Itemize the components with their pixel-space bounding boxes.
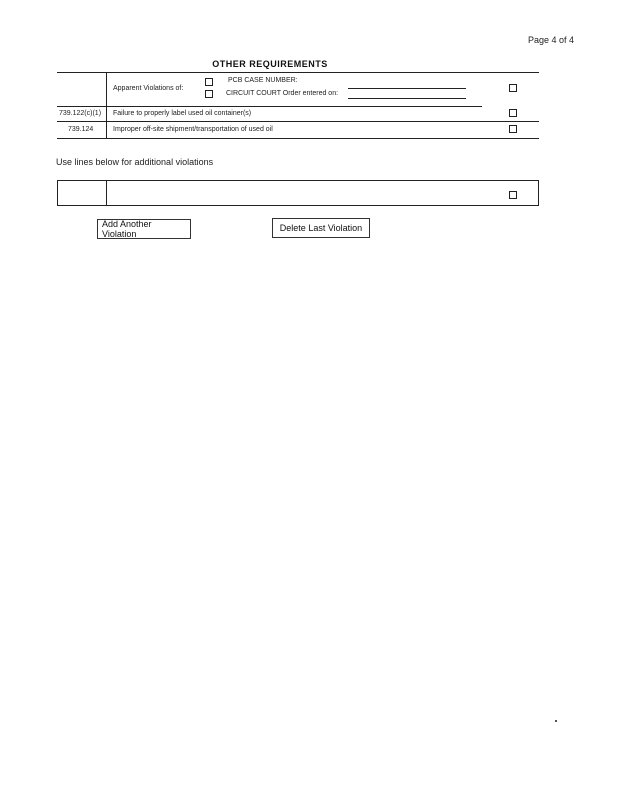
- row-rule-2: [57, 121, 539, 122]
- additional-code-field[interactable]: [59, 183, 104, 203]
- delete-violation-button[interactable]: Delete Last Violation: [272, 218, 370, 238]
- row-rule-3: [57, 138, 539, 139]
- violation-checkbox-1[interactable]: [509, 109, 517, 117]
- violation-description-1: Failure to properly label used oil container(s): [113, 110, 252, 117]
- circuit-court-checkbox[interactable]: [205, 90, 213, 98]
- add-violation-button[interactable]: Add Another Violation: [97, 219, 191, 239]
- table-divider-rows: [106, 106, 107, 139]
- circuit-court-date-field[interactable]: [348, 98, 466, 99]
- violation-code-1: 739.122(c)(1): [59, 110, 102, 117]
- violation-code-2: 739.124: [68, 126, 94, 133]
- table-top-rule: [57, 72, 539, 73]
- additional-description-field[interactable]: [110, 183, 500, 203]
- section-title-text: OTHER REQUIREMENTS: [212, 59, 328, 69]
- page-mark: [555, 720, 557, 722]
- row-rule-1: [57, 106, 482, 107]
- additional-violation-checkbox[interactable]: [509, 191, 517, 199]
- pcb-case-checkbox[interactable]: [205, 78, 213, 86]
- circuit-court-label: CIRCUIT COURT Order entered on:: [226, 90, 339, 97]
- violation-description-2: Improper off-site shipment/transportation of used oil: [113, 126, 273, 133]
- apparent-violations-label: Apparent Violations of:: [113, 85, 184, 92]
- table-divider-apparent: [106, 72, 107, 106]
- section-title: [0, 59, 540, 69]
- pcb-case-number-field[interactable]: [348, 88, 466, 89]
- page-number: Page 4 of 4: [528, 35, 575, 45]
- pcb-case-label: PCB CASE NUMBER:: [228, 77, 298, 84]
- additional-row-divider: [106, 180, 107, 206]
- violation-checkbox-2[interactable]: [509, 125, 517, 133]
- apparent-violations-checkbox[interactable]: [509, 84, 517, 92]
- additional-violations-instruction: Use lines below for additional violations: [56, 157, 214, 167]
